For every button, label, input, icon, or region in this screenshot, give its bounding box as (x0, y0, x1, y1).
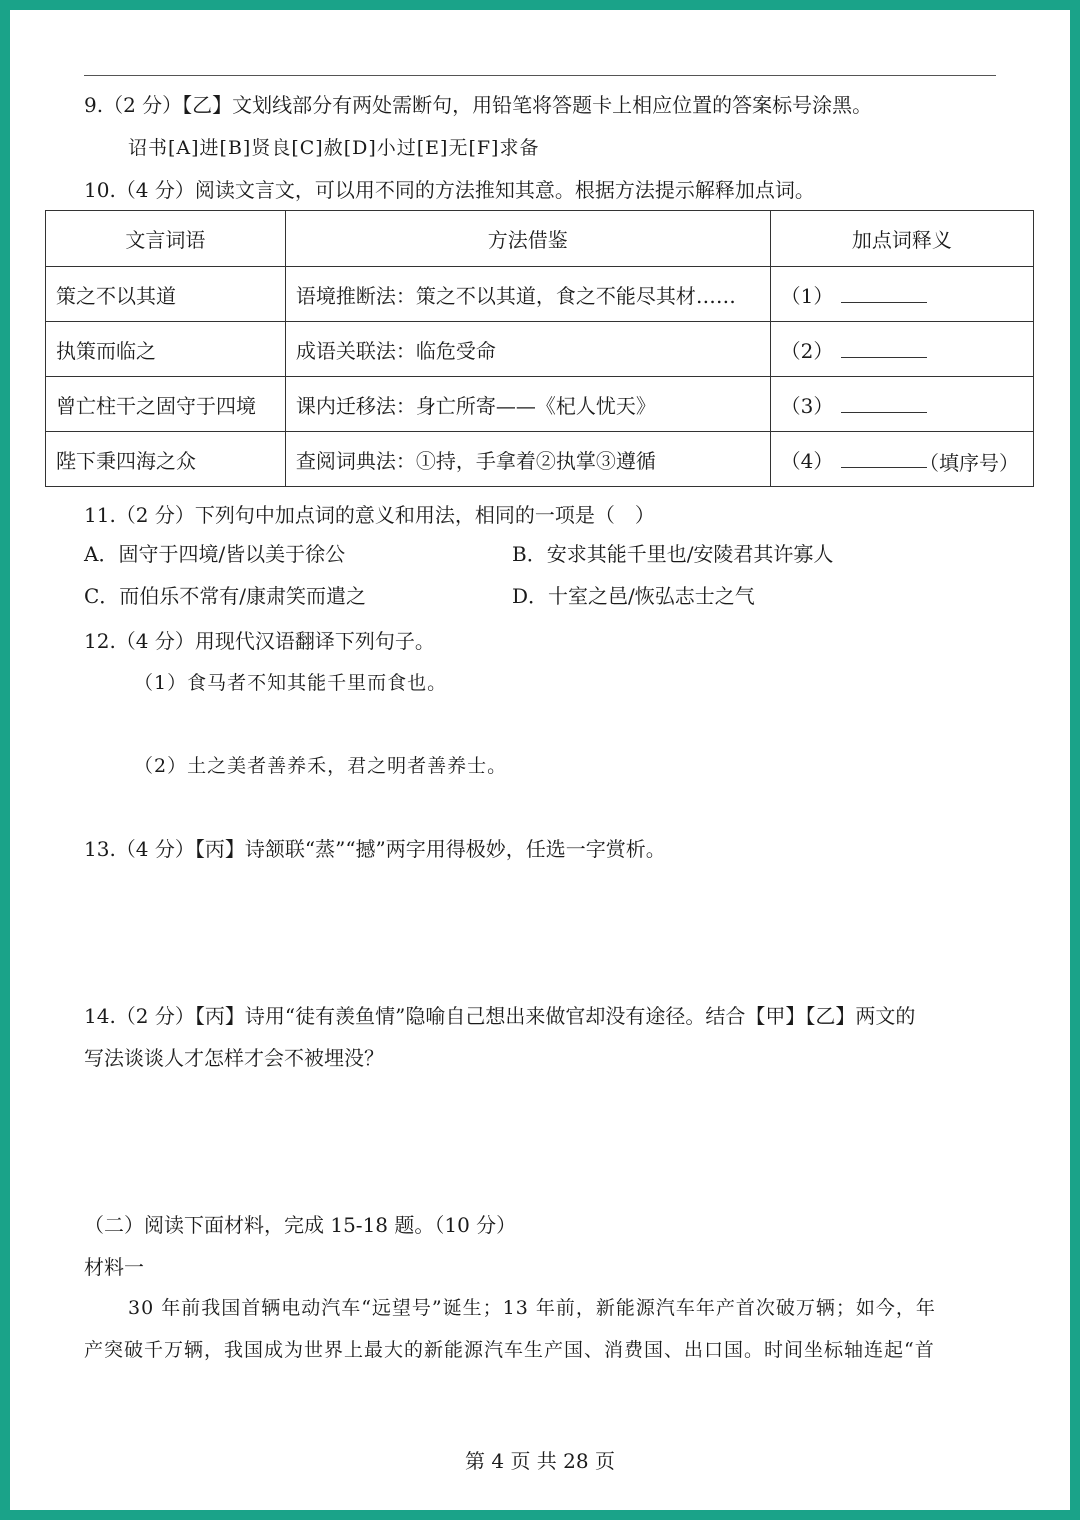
table-row (46, 267, 1034, 322)
exam-page (10, 10, 1070, 1510)
section2-title: （二）阅读下面材料，完成 15-18 题。（10 分） (84, 1213, 517, 1237)
method-cell: 课内迁移法：身亡所寄——《杞人忧天》 (285, 377, 770, 432)
word-cell: 曾亡柱干之固守于四境 (46, 377, 286, 432)
answer-blank[interactable] (841, 449, 927, 468)
q14-line-1: 14.（2 分）【丙】诗用“徒有羡鱼情”隐喻自己想出来做官却没有途径。结合【甲】【乙】两文的 (84, 1004, 916, 1028)
answer-cell (770, 322, 1033, 377)
word-cell: 执策而临之 (46, 322, 286, 377)
answer-blank[interactable] (841, 394, 927, 413)
method-cell: 语境推断法：策之不以其道，食之不能尽其材…… (285, 267, 770, 322)
q9-text: 诏书[A]进[B]贤良[C]赦[D]小过[E]无[F]求备 (128, 137, 540, 159)
q12-title: 12.（4 分）用现代汉语翻译下列句子。 (84, 629, 435, 653)
method-cell: 成语关联法：临危受命 (285, 322, 770, 377)
word-cell: 陛下秉四海之众 (46, 432, 286, 487)
answer-cell (770, 432, 1033, 487)
q11-option-a: A．固守于四境/皆以美于徐公 (84, 542, 346, 566)
header-cell: 加点词释义 (770, 211, 1033, 267)
header-cell: 文言词语 (46, 211, 286, 267)
q11-option-d: D．十室之邑/恢弘志士之气 (512, 584, 755, 608)
material-paragraph-line-1: 30 年前我国首辆电动汽车“远望号”诞生；13 年前，新能源汽车年产首次破万辆；如今，年 (128, 1297, 936, 1319)
table-row (46, 377, 1034, 432)
q13-title: 13.（4 分）【丙】诗颔联“蒸”“撼”两字用得极妙，任选一字赏析。 (84, 837, 666, 861)
answer-cell (770, 267, 1033, 322)
q11-title: 11.（2 分）下列句中加点词的意义和用法，相同的一项是（ ） (84, 503, 655, 527)
table-header-row (46, 211, 1034, 267)
header-rule (84, 75, 996, 76)
q10-table (45, 210, 1034, 487)
fill-note: （填序号） (919, 451, 1019, 475)
q9-title: 9.（2 分）【乙】文划线部分有两处需断句，用铅笔将答题卡上相应位置的答案标号涂黑。 (84, 93, 873, 117)
q10-title: 10.（4 分）阅读文言文，可以用不同的方法推知其意。根据方法提示解释加点词。 (84, 178, 815, 202)
q11-option-c: C．而伯乐不常有/康肃笑而遣之 (84, 584, 367, 608)
answer-label: （4） (780, 448, 834, 473)
q12-sentence-2: （2）土之美者善养禾，君之明者善养士。 (134, 755, 508, 777)
material-paragraph-line-2: 产突破千万辆，我国成为世界上最大的新能源汽车生产国、消费国、出口国。时间坐标轴连起“首 (84, 1339, 935, 1361)
answer-label: （1） (780, 283, 834, 308)
page-number: 第 4 页 共 28 页 (465, 1449, 615, 1473)
header-cell: 方法借鉴 (285, 211, 770, 267)
q11-option-b: B．安求其能千里也/安陵君其许寡人 (512, 542, 834, 566)
q12-sentence-1: （1）食马者不知其能千里而食也。 (134, 672, 448, 694)
word-cell: 策之不以其道 (46, 267, 286, 322)
answer-label: （3） (780, 393, 834, 418)
answer-cell (770, 377, 1033, 432)
answer-blank[interactable] (841, 284, 927, 303)
answer-blank[interactable] (841, 339, 927, 358)
material-label: 材料一 (84, 1255, 144, 1279)
answer-label: （2） (780, 338, 834, 363)
table-row (46, 432, 1034, 487)
table-row (46, 322, 1034, 377)
q14-line-2: 写法谈谈人才怎样才会不被埋没？ (84, 1046, 384, 1070)
method-cell: 查阅词典法：①持，手拿着②执掌③遵循 (285, 432, 770, 487)
